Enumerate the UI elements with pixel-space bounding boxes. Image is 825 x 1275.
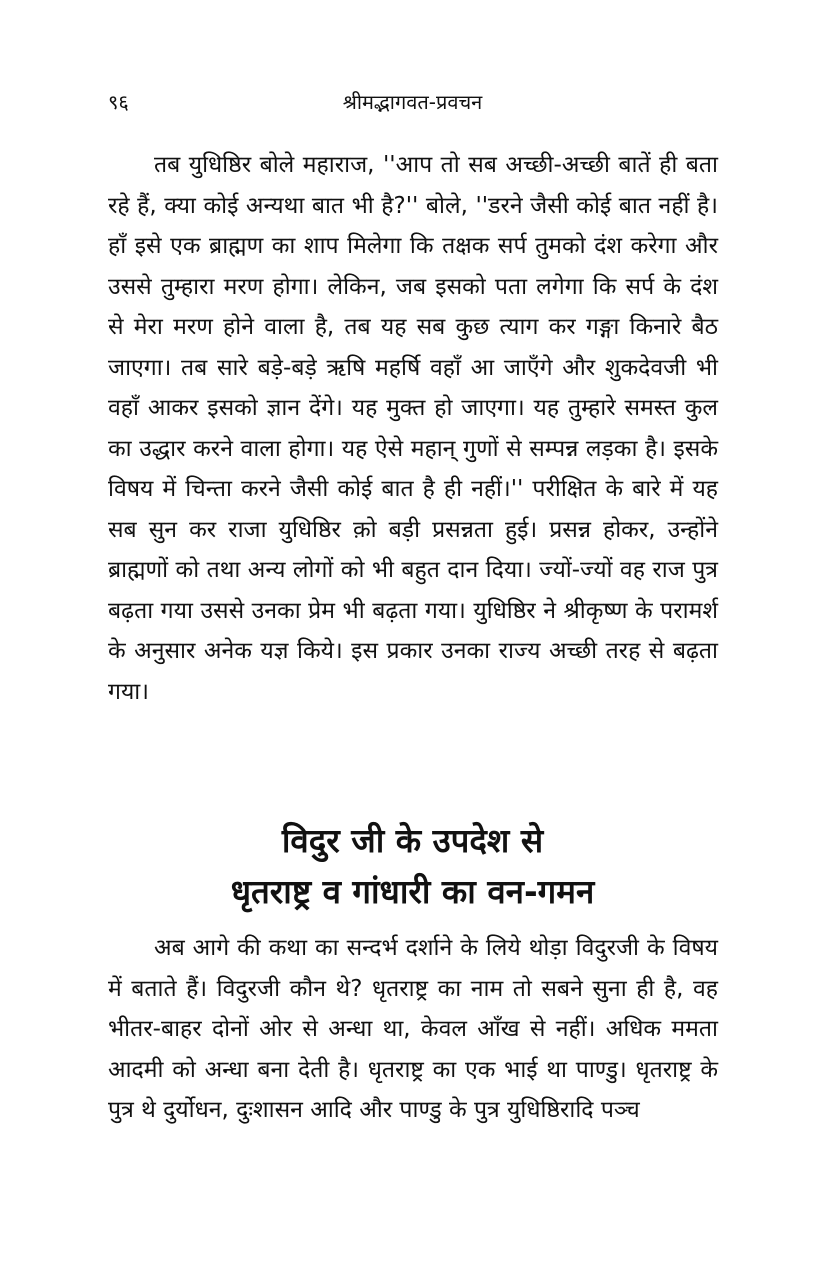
- section-heading-line-2: धृतराष्ट्र व गांधारी का वन-गमन: [230, 872, 595, 911]
- paragraph-2: अब आगे की कथा का सन्दर्भ दर्शाने के लिये थोड़ा विदुरजी के विषय में बताते हैं। विदुरजी कौन थे? धृतराष्ट्र का नाम तो सबने सुना ही है, वह भीतर-बाहर दोनों ओर से अन्धा था, केवल आँख से नहीं। अधिक ममता आदमी को अन्धा बना देती है। धृतराष्ट्र का एक भाई था पाण्डु। धृतराष्ट्र के पुत्र थे दुर्योधन, दुःशासन आदि और पाण्डु के पुत्र युधिष्ठिरादि पञ्च: [108, 935, 718, 1123]
- paragraph-1: तब युधिष्ठिर बोले महाराज, ''आप तो सब अच्छी-अच्छी बातें ही बता रहे हैं, क्या कोई अन्यथा बात भी है?'' बोले, ''डरने जैसी कोई बात नहीं है। हाँ इसे एक ब्राह्मण का शाप मिलेगा कि तक्षक सर्प तुमको दंश करेगा और उससे तुम्हारा मरण होगा। लेकिन, जब इसको पता लगेगा कि सर्प के दंश से मेरा मरण होने वाला है, तब यह सब कुछ त्याग कर गङ्गा किनारे बैठ जाएगा। तब सारे बड़े-बड़े ऋषि महर्षि वहाँ आ जाएँगे और शुकदेवजी भी वहाँ आकर इसको ज्ञान देंगे। यह मुक्त हो जाएगा। यह तुम्हारे समस्त कुल का उद्धार करने वाला होगा। यह ऐसे महान् गुणों से सम्पन्न लड़का है। इसके विषय में चिन्ता करने जैसी कोई बात है ही नहीं।'' परीक्षित के बारे में यह सब सुन कर राजा युधिष्ठिर क़ो बड़ी प्रसन्नता हुई। प्रसन्न होकर, उन्होंने ब्राह्मणों को तथा अन्य लोगों को भी बहुत दान दिया। ज्यों-ज्यों वह राज पुत्र बढ़ता गया उससे उनका प्रेम भी बढ़ता गया। युधिष्ठिर ने श्रीकृष्ण के परामर्श के अनुसार अनेक यज्ञ किये। इस प्रकार उनका राज्य अच्छी तरह से बढ़ता गया।: [108, 152, 718, 705]
- page-number: ९६: [108, 90, 129, 114]
- running-header: श्रीमद्भागवत-प्रवचन: [342, 90, 483, 114]
- paragraph-2-block: [108, 928, 718, 1131]
- paragraph-1-block: [108, 145, 718, 712]
- section-heading-line-1: विदुर जी के उपदेश से: [281, 821, 544, 860]
